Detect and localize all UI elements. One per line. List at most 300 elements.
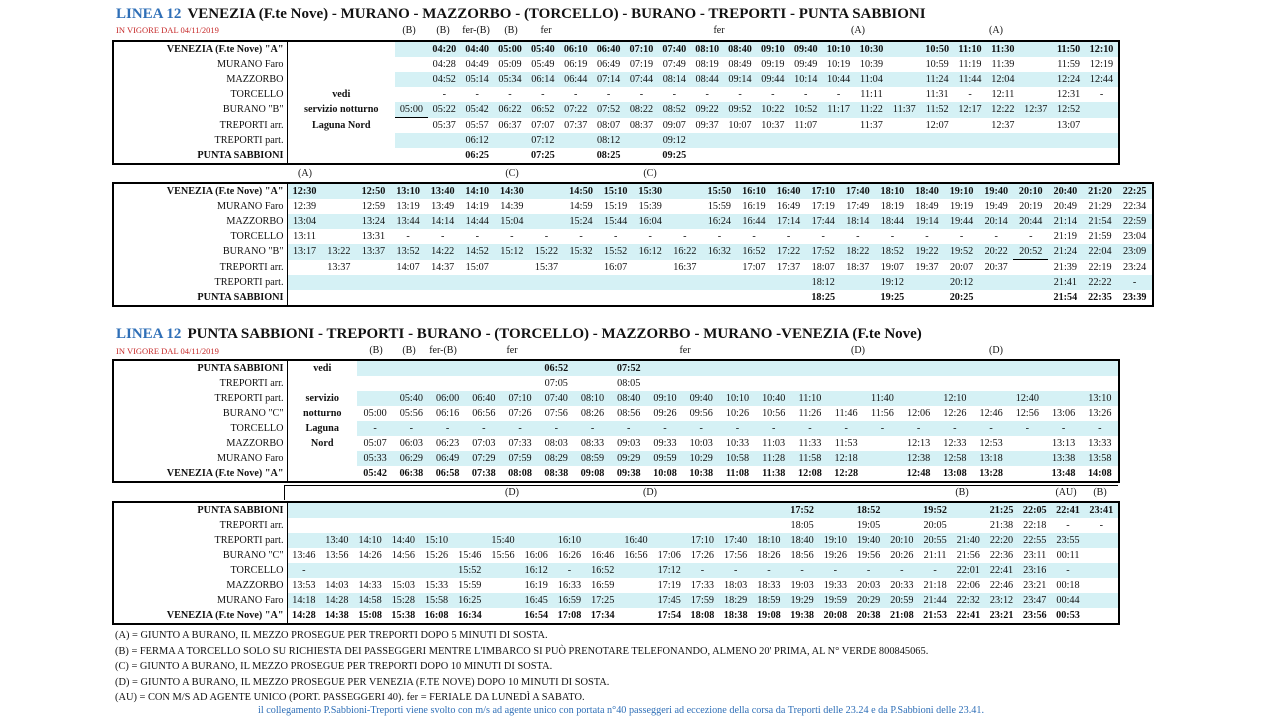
departure-time <box>1009 451 1045 466</box>
departure-time <box>1085 563 1118 578</box>
departure-time: 12:22 <box>986 102 1019 118</box>
departure-time <box>322 199 357 214</box>
departure-time <box>822 118 855 134</box>
departure-time <box>486 518 519 533</box>
service-note <box>287 133 395 148</box>
departure-time: 21:53 <box>923 610 947 621</box>
service-note <box>287 42 395 57</box>
departure-time: 23:21 <box>989 610 1014 621</box>
station-name: MAZZORBO <box>114 214 287 229</box>
departure-time <box>429 361 465 376</box>
departure-time: 16:34 <box>457 610 482 621</box>
departure-time: 19:56 <box>856 550 881 561</box>
departure-time: 14:44 <box>460 214 495 229</box>
timetable-row <box>114 593 1118 608</box>
departure-time: 15:07 <box>465 261 489 273</box>
departure-time: 14:10 <box>353 533 386 548</box>
departure-time: 15:19 <box>604 201 628 212</box>
departure-time: - <box>510 231 514 242</box>
departure-time <box>668 290 703 305</box>
departure-time: 07:33 <box>508 438 532 449</box>
departure-time <box>429 376 465 391</box>
station-name: VENEZIA (F.te Nove) "A" <box>114 42 287 57</box>
departure-time: 19:26 <box>823 550 847 561</box>
departure-time: 13:10 <box>391 184 426 199</box>
departure-time: 15:58 <box>420 593 453 608</box>
departure-time: 21:38 <box>989 520 1014 531</box>
departure-time: 11:37 <box>860 119 883 131</box>
departure-time <box>625 148 658 163</box>
departure-time <box>529 184 564 199</box>
station-name: TORCELLO <box>114 87 287 102</box>
departure-time: 06:37 <box>498 119 522 131</box>
departure-time: 11:58 <box>792 451 828 466</box>
departure-time: 09:40 <box>683 391 719 406</box>
departure-time: - <box>1099 520 1104 531</box>
departure-time <box>1085 133 1118 148</box>
departure-time: 19:07 <box>880 261 904 273</box>
departure-time: - <box>959 231 964 242</box>
departure-time: 12:04 <box>986 72 1019 87</box>
timetable-row <box>114 184 1152 199</box>
service-note <box>287 376 357 391</box>
departure-time: - <box>611 421 647 436</box>
departure-time: 16:52 <box>586 563 619 578</box>
departure-time <box>553 503 586 518</box>
departure-time: 11:50 <box>1052 42 1085 57</box>
departure-time: 10:38 <box>689 468 714 479</box>
departure-time <box>683 376 719 391</box>
departure-time <box>864 376 900 391</box>
departure-time <box>574 361 610 376</box>
departure-time: 06:49 <box>429 451 465 466</box>
departure-time: 13:13 <box>1051 438 1076 449</box>
departure-time: 07:52 <box>611 361 647 376</box>
departure-time: 07:26 <box>508 408 532 419</box>
departure-time: 08:29 <box>538 451 574 466</box>
departure-time: 10:29 <box>683 451 719 466</box>
column-note: (A) <box>851 25 865 36</box>
departure-time: 22:41 <box>956 610 981 621</box>
departure-time <box>1045 376 1081 391</box>
departure-time: 17:19 <box>811 201 835 212</box>
departure-time <box>789 133 822 148</box>
station-name: BURANO "C" <box>114 406 287 421</box>
station-name: VENEZIA (F.te Nove) "A" <box>114 184 287 199</box>
departure-time <box>952 518 985 533</box>
departure-time <box>683 361 719 376</box>
departure-time: 17:10 <box>806 184 841 199</box>
departure-time: 14:19 <box>465 201 489 212</box>
departure-time: 07:07 <box>531 119 555 131</box>
departure-time: 16:19 <box>524 580 548 591</box>
timetable-row <box>114 518 1118 533</box>
timetable-row <box>114 608 1118 623</box>
departure-time: 10:22 <box>756 102 789 118</box>
departure-time: 21:54 <box>1053 292 1078 303</box>
departure-time <box>686 518 719 533</box>
departure-time: 08:12 <box>592 133 625 148</box>
departure-time: 08:52 <box>658 102 691 118</box>
timetable-row <box>114 148 1118 163</box>
departure-time: 04:52 <box>428 72 461 87</box>
departure-time: - <box>918 563 951 578</box>
departure-time: 14:26 <box>358 550 382 561</box>
departure-time: 21:20 <box>1083 184 1118 199</box>
departure-time: 11:19 <box>958 59 982 70</box>
departure-time <box>888 87 921 102</box>
line1-route: VENEZIA (F.te Nove) - MURANO - MAZZORBO - (TORCELLO) - BURANO - TREPORTI - PUNTA SABBIONI <box>187 6 926 22</box>
departure-time: 07:29 <box>466 451 502 466</box>
departure-time: 16:37 <box>673 261 697 273</box>
departure-time: - <box>786 231 791 242</box>
timetable-row <box>114 260 1152 276</box>
departure-time <box>529 275 564 290</box>
departure-time: 06:22 <box>494 102 527 118</box>
departure-time: 18:59 <box>752 593 785 608</box>
departure-time <box>393 376 429 391</box>
departure-time: 05:49 <box>531 59 555 70</box>
departure-time: 09:03 <box>617 438 641 449</box>
departure-time <box>647 376 683 391</box>
departure-time: - <box>1029 231 1033 242</box>
departure-time: - <box>574 421 610 436</box>
departure-time: 15:39 <box>638 201 662 212</box>
departure-time: 09:07 <box>662 119 686 131</box>
departure-time: 23:04 <box>1123 231 1147 242</box>
departure-time <box>619 608 652 623</box>
departure-time: 21:08 <box>889 610 914 621</box>
departure-time: 12:59 <box>361 201 386 212</box>
departure-time: - <box>925 231 929 242</box>
departure-time <box>391 275 426 290</box>
departure-time <box>460 275 495 290</box>
departure-time <box>633 275 668 290</box>
departure-time: 15:46 <box>458 550 482 561</box>
departure-time <box>691 133 724 148</box>
departure-time: 07:10 <box>502 391 538 406</box>
station-name: VENEZIA (F.te Nove) "A" <box>114 466 287 481</box>
departure-time: 16:07 <box>604 261 628 273</box>
departure-time: 10:19 <box>826 59 851 70</box>
departure-time: 17:45 <box>653 593 686 608</box>
departure-time: 20:03 <box>856 580 881 591</box>
departure-time: 00:44 <box>1051 593 1084 608</box>
departure-time <box>633 290 668 305</box>
departure-time: 14:38 <box>324 610 349 621</box>
departure-time <box>1085 118 1118 134</box>
departure-time: 15:32 <box>564 244 599 260</box>
departure-time <box>287 518 320 533</box>
column-note: (D) <box>643 487 657 498</box>
timetable-row <box>114 436 1118 451</box>
departure-time: 11:17 <box>822 102 855 118</box>
departure-time: 07:25 <box>530 150 555 161</box>
line2-title <box>116 326 922 343</box>
departure-time: 14:10 <box>460 184 495 199</box>
station-name: PUNTA SABBIONI <box>114 361 287 376</box>
departure-time <box>1085 608 1118 623</box>
departure-time <box>756 133 789 148</box>
departure-time <box>520 533 553 548</box>
departure-time: 05:33 <box>357 451 393 466</box>
departure-time: 17:49 <box>846 201 870 212</box>
departure-time <box>494 148 527 163</box>
departure-time: 15:12 <box>495 244 530 260</box>
departure-time <box>486 503 519 518</box>
timetable-row <box>114 229 1152 244</box>
departure-time: 06:10 <box>559 42 592 57</box>
departure-time <box>586 503 619 518</box>
departure-time: 12:50 <box>356 184 391 199</box>
departure-time: - <box>475 231 479 242</box>
departure-time <box>888 133 921 148</box>
departure-time <box>395 118 428 134</box>
departure-time: 13:53 <box>292 580 316 591</box>
departure-time: 13:17 <box>287 244 322 260</box>
departure-time: 17:08 <box>557 610 582 621</box>
departure-time: 07:59 <box>502 451 538 466</box>
departure-time <box>921 133 954 148</box>
departure-time: 10:56 <box>762 408 786 419</box>
departure-time <box>495 290 530 305</box>
departure-time: 07:52 <box>592 102 625 118</box>
departure-time: 23:11 <box>1023 550 1047 561</box>
departure-time <box>756 148 789 163</box>
departure-time: 13:40 <box>320 533 353 548</box>
departure-time: 16:26 <box>557 550 582 561</box>
departure-time: 18:40 <box>910 184 945 199</box>
departure-time: 07:12 <box>526 133 559 148</box>
departure-time: 18:49 <box>915 201 939 212</box>
departure-time: 07:05 <box>544 378 568 389</box>
column-note: (D) <box>505 487 519 498</box>
departure-time <box>619 578 652 593</box>
departure-time <box>792 361 828 376</box>
departure-time <box>322 184 357 199</box>
footer-note: il collegamento P.Sabbioni-Treporti viene svolto con m/s ad agente unico con portata n°40 passeggeri ad eccezione della corsa da Treporti delle 23.24 e da P.Sabbioni delle 23.41. <box>258 705 984 716</box>
station-name: TREPORTI part. <box>114 275 287 290</box>
legend-entry: (A) = GIUNTO A BURANO, IL MEZZO PROSEGUE PER TREPORTI DOPO 5 MINUTI DI SOSTA. <box>115 630 548 641</box>
departure-time: 09:44 <box>756 72 789 87</box>
timetable-row <box>114 214 1152 229</box>
departure-time: 22:18 <box>1023 520 1047 531</box>
line1-label: LINEA 12 <box>116 6 182 22</box>
station-name: PUNTA SABBIONI <box>114 503 287 518</box>
departure-time: 21:24 <box>1048 244 1083 260</box>
station-name: TORCELLO <box>114 421 287 436</box>
departure-time <box>357 361 393 376</box>
departure-time: 06:14 <box>526 72 559 87</box>
column-note: (D) <box>851 345 865 356</box>
departure-time: 19:10 <box>944 184 979 199</box>
departure-time <box>901 391 937 406</box>
departure-time: 20:12 <box>944 275 979 290</box>
departure-time: 11:39 <box>991 59 1015 70</box>
departure-time: 08:10 <box>574 391 610 406</box>
departure-time: 20:14 <box>979 214 1014 229</box>
departure-time <box>356 260 391 276</box>
departure-time: 05:42 <box>363 468 387 479</box>
departure-time <box>792 376 828 391</box>
departure-time <box>486 608 519 623</box>
departure-time: 18:12 <box>806 275 841 290</box>
departure-time <box>425 275 460 290</box>
departure-time: 10:50 <box>921 42 954 57</box>
departure-time: 13:22 <box>322 244 357 260</box>
departure-time <box>322 290 357 305</box>
departure-time: 04:20 <box>428 42 461 57</box>
departure-time: 23:56 <box>1022 610 1047 621</box>
departure-time: 17:12 <box>653 563 686 578</box>
departure-time: 13:07 <box>1057 119 1081 131</box>
departure-time: 12:53 <box>979 438 1003 449</box>
departure-time: 13:48 <box>1051 468 1076 479</box>
line1-table-afternoon <box>112 182 1154 307</box>
line1-title <box>116 6 926 23</box>
departure-time: 18:14 <box>841 214 876 229</box>
departure-time: 12:58 <box>937 451 973 466</box>
departure-time: 18:22 <box>841 244 876 260</box>
departure-time <box>322 214 357 229</box>
departure-time: 15:28 <box>387 593 420 608</box>
departure-time <box>954 133 987 148</box>
departure-time: 07:38 <box>471 468 496 479</box>
station-name: BURANO "B" <box>114 244 287 260</box>
departure-time: - <box>821 231 825 242</box>
departure-time: - <box>717 231 722 242</box>
station-name: TREPORTI arr. <box>114 260 287 276</box>
departure-time <box>1019 42 1052 57</box>
departure-time: 16:54 <box>524 610 549 621</box>
departure-time <box>1085 548 1118 563</box>
departure-time <box>724 148 757 163</box>
departure-time <box>287 503 320 518</box>
departure-time: 11:40 <box>864 391 900 406</box>
departure-time: 12:40 <box>1009 391 1045 406</box>
departure-time: 19:49 <box>984 201 1008 212</box>
departure-time: 22:25 <box>1117 184 1152 199</box>
departure-time: 09:37 <box>695 119 719 131</box>
departure-time: 12:37 <box>991 119 1015 131</box>
departure-time <box>855 148 888 163</box>
departure-time: 23:12 <box>985 593 1018 608</box>
departure-time: 19:40 <box>852 533 885 548</box>
departure-time <box>586 518 619 533</box>
departure-time: 21:59 <box>1088 231 1112 242</box>
departure-time <box>357 391 393 406</box>
timetable-row <box>114 57 1118 72</box>
departure-time: 08:05 <box>617 378 641 389</box>
departure-time <box>287 290 322 305</box>
service-note: vedi <box>287 87 395 102</box>
departure-time <box>986 133 1019 148</box>
departure-time: 13:44 <box>391 214 426 229</box>
departure-time: 14:08 <box>1087 468 1112 479</box>
departure-time <box>668 275 703 290</box>
departure-time <box>789 148 822 163</box>
column-note: (B) <box>402 25 416 36</box>
departure-time: 15:50 <box>702 184 737 199</box>
departure-time: 17:40 <box>841 184 876 199</box>
departure-time <box>391 290 426 305</box>
departure-time: - <box>553 563 586 578</box>
departure-time: 11:22 <box>855 102 888 118</box>
departure-time: 17:14 <box>771 214 806 229</box>
departure-time: 18:07 <box>811 261 835 273</box>
departure-time: 17:59 <box>686 593 719 608</box>
departure-time: 10:39 <box>859 59 884 70</box>
departure-time: 10:10 <box>822 42 855 57</box>
departure-time: 15:10 <box>598 184 633 199</box>
departure-time: 08:03 <box>544 438 568 449</box>
departure-time: - <box>683 231 687 242</box>
station-name: TREPORTI arr. <box>114 518 287 533</box>
departure-time <box>952 503 985 518</box>
departure-time: 15:38 <box>391 610 416 621</box>
departure-time <box>356 275 391 290</box>
departure-time: - <box>1082 421 1118 436</box>
departure-time <box>486 593 519 608</box>
departure-time: 22:35 <box>1088 292 1112 303</box>
departure-time <box>420 518 453 533</box>
departure-time: 11:52 <box>921 102 954 118</box>
station-name: TREPORTI part. <box>114 391 287 406</box>
station-name: PUNTA SABBIONI <box>114 148 287 163</box>
departure-time <box>1019 118 1052 134</box>
departure-time: 04:49 <box>465 59 489 70</box>
departure-time: 09:10 <box>647 391 683 406</box>
departure-time: 14:28 <box>320 593 353 608</box>
column-note: (A) <box>298 168 312 179</box>
departure-time: 18:25 <box>811 292 836 303</box>
departure-time: 18:40 <box>786 533 819 548</box>
station-name: VENEZIA (F.te Nove) "A" <box>114 608 287 623</box>
departure-time: 12:10 <box>937 391 973 406</box>
departure-time <box>1009 466 1045 481</box>
departure-time: 11:56 <box>870 408 894 419</box>
departure-time: 09:08 <box>580 468 605 479</box>
service-note: Laguna <box>287 421 357 436</box>
departure-time: 13:52 <box>391 244 426 260</box>
departure-time: 19:29 <box>786 593 819 608</box>
departure-time: 08:37 <box>629 119 654 131</box>
departure-time <box>724 133 757 148</box>
departure-time: 04:40 <box>461 42 494 57</box>
departure-time <box>520 503 553 518</box>
departure-time <box>756 361 792 376</box>
departure-time: 10:52 <box>789 102 822 118</box>
departure-time: 20:37 <box>984 261 1008 273</box>
departure-time <box>428 148 461 163</box>
departure-time: 08:44 <box>691 72 724 87</box>
departure-time: 12:26 <box>943 408 967 419</box>
departure-time: 22:55 <box>1018 533 1051 548</box>
legend-entry: (D) = GIUNTO A BURANO, IL MEZZO PROSEGUE PER VENEZIA (F.TE NOVE) DOPO 10 MINUTI DI SOSTA. <box>115 676 610 688</box>
departure-time <box>1052 148 1085 163</box>
departure-time: 21:56 <box>956 550 980 561</box>
departure-time: 11:37 <box>888 102 921 118</box>
departure-time: 08:08 <box>508 468 532 479</box>
departure-time <box>395 72 428 87</box>
departure-time <box>395 133 428 148</box>
departure-time <box>1013 260 1048 276</box>
departure-time: - <box>1117 275 1152 290</box>
departure-time: 21:54 <box>1083 214 1118 229</box>
departure-time: 14:58 <box>353 593 386 608</box>
departure-time: - <box>613 231 618 242</box>
departure-time: 22:34 <box>1123 201 1147 212</box>
